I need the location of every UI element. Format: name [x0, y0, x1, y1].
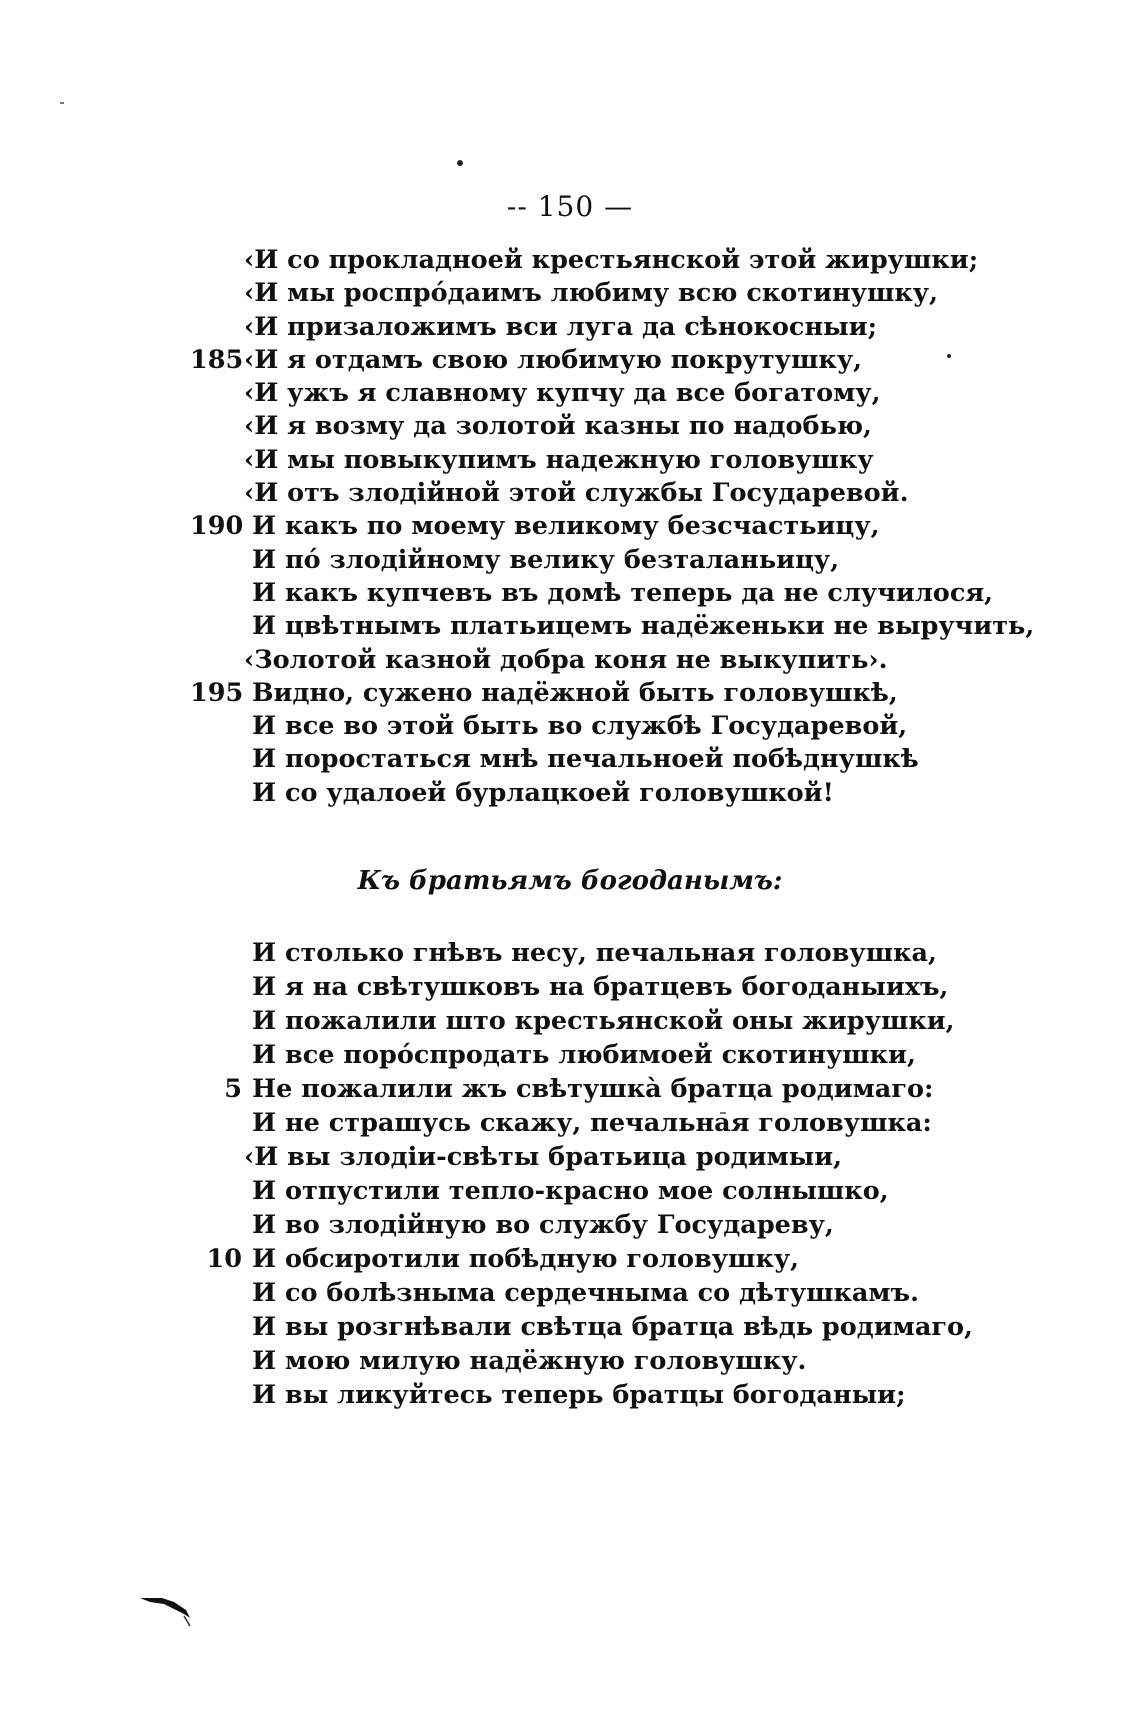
- line-text: ‹И призаложимъ вси луга да сѣнокосныи;: [244, 311, 878, 342]
- line-number: 5: [224, 1074, 242, 1104]
- verse-line: [190, 1004, 955, 1038]
- line-text: И отпустили тепло-красно мое солнышко,: [252, 1176, 889, 1206]
- verse-line: [190, 743, 950, 776]
- verse-line: [190, 311, 950, 344]
- line-text: И цвѣтнымъ платьицемъ надёженьки не выручить,: [252, 611, 1035, 642]
- verse-line: [190, 1072, 950, 1106]
- line-text: И во злодійную во службу Государеву,: [252, 1210, 834, 1240]
- line-text: И столько гнѣвъ несу, печальная головушка,: [252, 938, 937, 968]
- line-text: И какъ купчевъ въ домѣ теперь да не случилося,: [252, 577, 994, 608]
- verse-line: [190, 970, 950, 1004]
- line-text: И пó злодійному велику безталаньицу,: [252, 544, 840, 575]
- verse-line: [190, 277, 950, 310]
- line-text: Не пожалили жъ свѣтушкà братца родимаго:: [252, 1074, 934, 1104]
- line-text: И все во этой быть во службѣ Государевой,: [252, 711, 908, 742]
- ink-speck: [60, 102, 64, 104]
- verse-line: [190, 1106, 950, 1140]
- line-text: Видно, сужено надёжной быть головушкѣ,: [252, 677, 898, 708]
- line-number: 195: [190, 677, 244, 708]
- verse-line: [190, 1310, 973, 1344]
- line-text: И не страшусь скажу, печальная головушка:: [252, 1108, 932, 1138]
- line-text: И со удалоей бурлацкоей головушкой!: [252, 777, 834, 808]
- verse-line: [190, 1174, 950, 1208]
- ink-speck: [457, 160, 463, 166]
- line-text: ‹И мы повыкупимъ надежную головушку: [244, 444, 874, 475]
- verse-line: [190, 1140, 950, 1174]
- verse-line: [190, 544, 950, 577]
- verse-line: [190, 377, 950, 410]
- line-text: ‹Золотой казной добра коня не выкупить›.: [244, 644, 888, 675]
- verse-line: [190, 510, 950, 543]
- verse-line: [190, 1344, 950, 1378]
- line-text: ‹И я отдамъ свою любимую покрутушку,: [244, 344, 863, 375]
- verse-line: [190, 577, 994, 610]
- line-text: И какъ по моему великому безсчастьицу,: [252, 511, 880, 542]
- line-text: ‹И вы злодіи-свѣты братьица родимыи,: [244, 1142, 843, 1172]
- line-text: И мою милую надёжную головушку.: [252, 1346, 807, 1376]
- verse-line: [190, 1208, 950, 1242]
- verse-line: [190, 1038, 950, 1072]
- verse-line: [190, 410, 950, 443]
- line-text: ‹И мы роспрóдаимъ любиму всю скотинушку,: [244, 278, 938, 309]
- verse-line: [190, 777, 950, 810]
- line-text: И обсиротили побѣдную головушку,: [252, 1244, 800, 1274]
- verse-line: [190, 710, 950, 743]
- line-text: ‹И ужъ я славному купчу да все богатому,: [244, 378, 881, 409]
- line-text: И поростаться мнѣ печальноей побѣднушкѣ: [252, 744, 919, 775]
- line-text: ‹И со прокладноей крестьянской этой жирушки;: [244, 245, 979, 275]
- line-text: И я на свѣтушковъ на братцевъ богоданыихъ,: [252, 972, 949, 1002]
- line-text: И вы розгнѣвали свѣтца братца вѣдь родимаго,: [252, 1312, 973, 1342]
- line-text: ‹И я возму да золотой казны по надобью,: [244, 411, 872, 442]
- line-number: 190: [190, 511, 244, 542]
- line-text: И все порóспродать любимоей скотинушки,: [252, 1040, 916, 1070]
- verse-line: [190, 1276, 950, 1310]
- line-text: И вы ликуйтесь теперь братцы богоданыи;: [252, 1380, 906, 1410]
- verse-line: [190, 344, 950, 377]
- line-text: И со болѣзныма сердечныма со дѣтушкамъ.: [252, 1278, 919, 1308]
- verse-line: [190, 477, 950, 510]
- page-number: -- 150 —: [506, 190, 634, 223]
- line-number: 10: [206, 1244, 242, 1274]
- verse-line: [190, 1242, 950, 1276]
- verse-line: [190, 1378, 950, 1412]
- verse-line: [190, 244, 979, 277]
- verse-line: [190, 677, 950, 710]
- verse-line: [190, 936, 950, 970]
- section-heading: Къ братьямъ богоданымъ:: [357, 866, 783, 896]
- verse-line: [190, 610, 1035, 643]
- ink-smudge: [140, 1592, 200, 1632]
- stanza-second: [190, 936, 973, 1412]
- stanza-first: [190, 244, 1035, 810]
- verse-line: [190, 444, 950, 477]
- line-text: ‹И отъ злодійной этой службы Государевой.: [244, 478, 909, 509]
- line-number: 185: [190, 344, 244, 375]
- verse-line: [190, 644, 950, 677]
- line-text: И пожалили што крестьянской оны жирушки,: [252, 1006, 955, 1036]
